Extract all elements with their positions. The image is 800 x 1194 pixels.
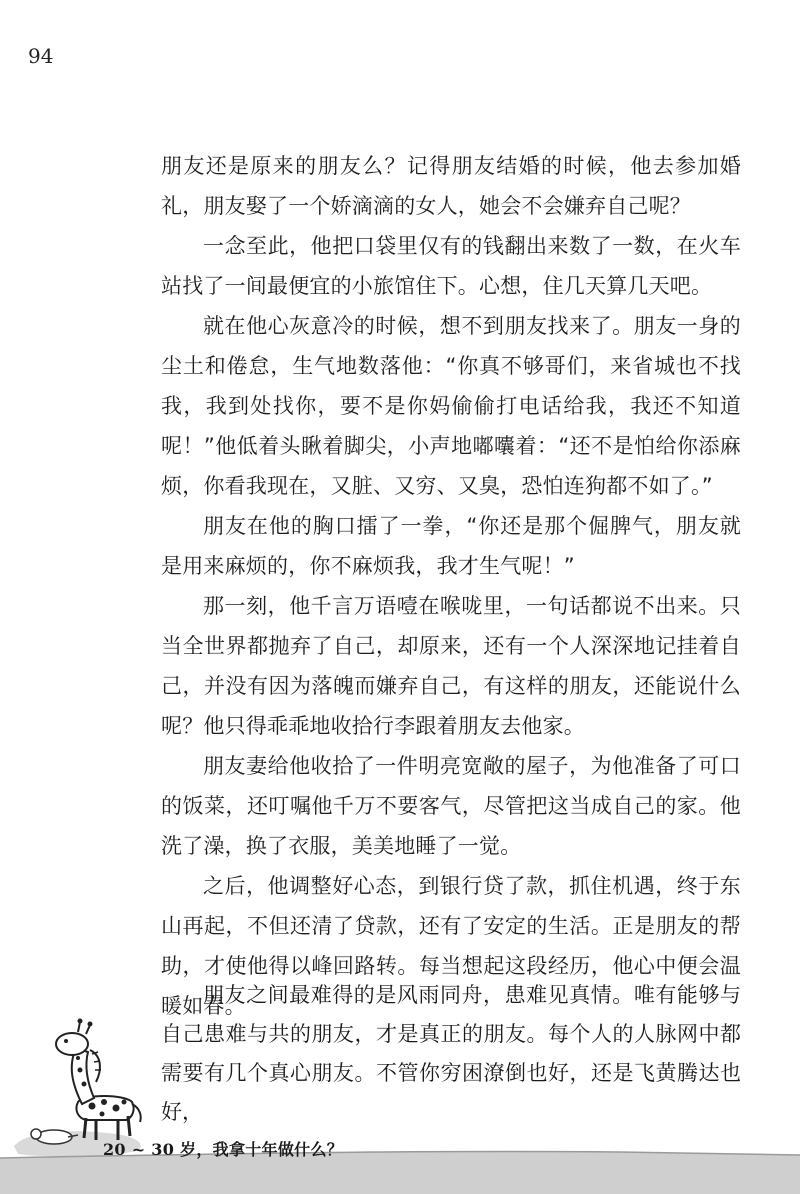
summary-paragraph: 朋友之间最难得的是风雨同舟，患难见真情。唯有能够与自己患难与共的朋友，才是真正的朋友。每个人的人脉网中都需要有几个真心朋友。不管你穷困潦倒也好，还是飞黄腾达也好，: [161, 983, 741, 1124]
paragraph: 朋友还是原来的朋友么？记得朋友结婚的时候，他去参加婚礼，朋友娶了一个娇滴滴的女人，她会不会嫌弃自己呢？: [161, 154, 741, 218]
paragraph: 之后，他调整好心态，到银行贷了款，抓住机遇，终于东山再起，不但还清了贷款，还有了安定的生活。正是朋友的帮助，才使他得以峰回路转。每当想起这段经历，他心中便会温暖如春。: [161, 874, 741, 1018]
paragraph: 就在他心灰意冷的时候，想不到朋友找来了。朋友一身的尘土和倦怠，生气地数落他：“你真不够哥们，来省城也不找我，我到处找你，要不是你妈偷偷打电话给我，我还不知道呢！”他低着头瞅着脚尖，小声地嘟囔着：“还不是怕给你添麻烦，你看我现在，又脏、又穷、又臭，恐怕连狗都不如了。”: [161, 314, 741, 498]
book-title-footer: 20 ~ 30 岁，我拿十年做什么？: [103, 1140, 344, 1159]
paragraph: 那一刻，他千言万语噎在喉咙里，一句话都说不出来。只当全世界都抛弃了自己，却原来，还有一个人深深地记挂着自己，并没有因为落魄而嫌弃自己，有这样的朋友，还能说什么呢？他只得乖乖地收拾行李跟着朋友去他家。: [161, 594, 741, 738]
paragraph: 朋友妻给他收拾了一件明亮宽敞的屋子，为他准备了可口的饭菜，还叮嘱他千万不要客气，尽管把这当成自己的家。他洗了澡，换了衣服，美美地睡了一觉。: [161, 754, 741, 858]
page-number: 94: [28, 44, 54, 68]
paragraph: 一念至此，他把口袋里仅有的钱翻出来数了一数，在火车站找了一间最便宜的小旅馆住下。心想，住几天算几天吧。: [161, 234, 741, 298]
summary-text: [161, 976, 741, 1132]
paragraph: 朋友在他的胸口擂了一拳，“你还是那个倔脾气，朋友就是用来麻烦的，你不麻烦我，我才生气呢！”: [161, 514, 741, 578]
story-text: [161, 146, 741, 1026]
